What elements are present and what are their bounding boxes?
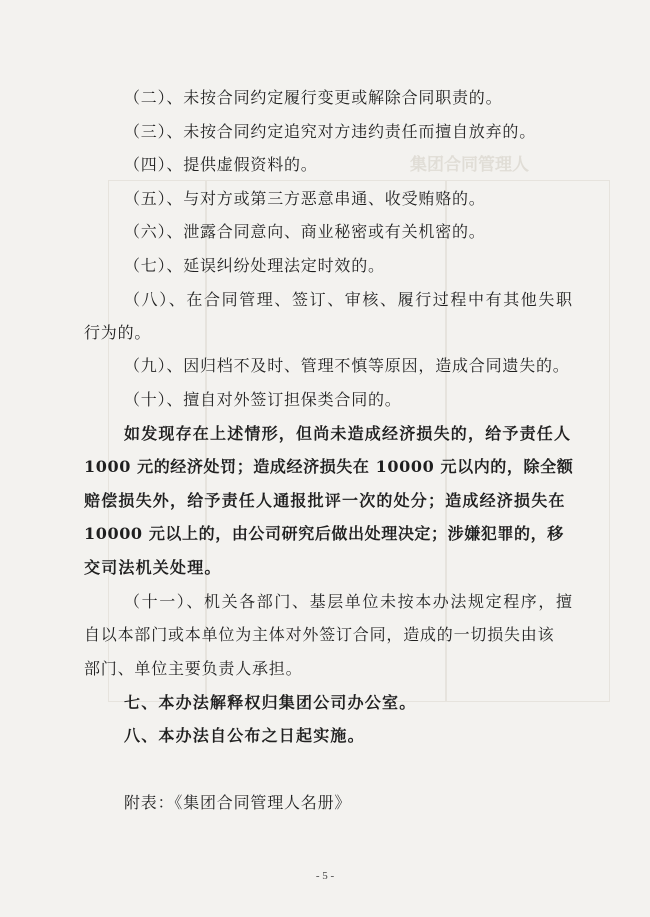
item-6: （六）、泄露合同意向、商业秘密或有关机密的。 [124, 222, 486, 241]
item-9: （九）、因归档不及时、管理不慎等原因，造成合同遗失的。 [124, 356, 570, 375]
item-3: （三）、未按合同约定追究对方违约责任而擅自放弃的。 [124, 122, 537, 141]
article-8: 八、本办法自公布之日起实施。 [124, 726, 365, 745]
item-8-continued: 行为的。 [84, 323, 152, 342]
item-11-line-1: （十一）、机关各部门、基层单位未按本办法规定程序，擅 [124, 592, 574, 611]
penalty-line-5: 交司法机关处理。 [84, 558, 222, 577]
penalty-line-1: 如发现存在上述情形，但尚未造成经济损失的，给予责任人 [124, 424, 572, 443]
item-10: （十）、擅自对外签订担保类合同的。 [124, 390, 402, 409]
attachment-note: 附表：《集团合同管理人名册》 [124, 793, 352, 812]
penalty-line-2: 1000 元的经济处罚；造成经济损失在 10000 元以内的，除全额 [84, 457, 574, 476]
item-8: （八）、在合同管理、签订、审核、履行过程中有其他失职 [124, 290, 574, 309]
page-number: - 5 - [315, 870, 335, 882]
item-11-line-3: 部门、单位主要负责人承担。 [84, 659, 303, 678]
penalty-line-3: 赔偿损失外，给予责任人通报批评一次的处分；造成经济损失在 [84, 491, 566, 510]
item-11-line-2: 自以本部门或本单位为主体对外签订合同，造成的一切损失由该 [84, 625, 555, 644]
bleed-through-heading: 集团合同管理人 [410, 155, 529, 175]
item-2: （二）、未按合同约定履行变更或解除合同职责的。 [124, 88, 503, 107]
article-7: 七、本办法解释权归集团公司办公室。 [124, 693, 417, 712]
item-7: （七）、延误纠纷处理法定时效的。 [124, 256, 385, 275]
item-5: （五）、与对方或第三方恶意串通、收受贿赂的。 [124, 189, 486, 208]
item-4: （四）、提供虚假资料的。 [124, 155, 318, 174]
penalty-line-4: 10000 元以上的，由公司研究后做出处理决定；涉嫌犯罪的，移 [84, 524, 564, 543]
